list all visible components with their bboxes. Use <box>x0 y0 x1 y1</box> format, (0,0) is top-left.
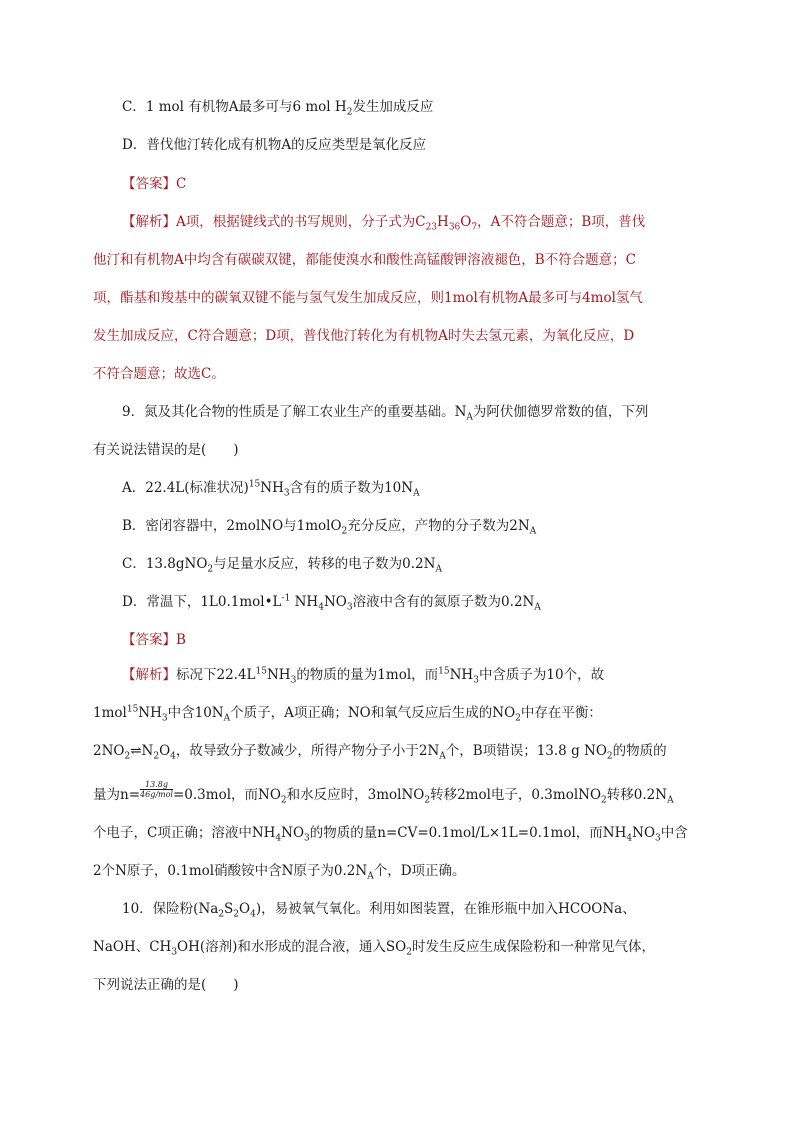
q9-option-a: A．22.4L(标准状况)$^{15}NH_3$含有的质子数为$10N_A$ <box>122 479 420 499</box>
q9-analysis-line-4: 量为n= $\frac{13.8g}{\text{46g/mol}}$ =0.3mol，而$NO_2$和水反应时，3molNO$_2$转移2mol电子，0.3molNO$_2$转移$0.2N_A$ <box>93 780 674 806</box>
q8-answer: 【答案】C <box>122 176 187 192</box>
q8-analysis-line-4: 发生加成反应，C符合题意；D项，普伐他汀转化为有机物A时失去氢元素，为氧化反应，D <box>93 328 635 344</box>
q9-option-b: B．密闭容器中，2molNO与1molO$_2$充分反应，产物的分子数为$2N_A$ <box>122 518 537 537</box>
q10-stem-line-1: 10．保险粉$(Na_2S_2O_4)$，易被氧气氧化。利用如图装置，在锥形瓶中加入HCOONa、 <box>122 901 636 920</box>
q9-option-c: C．13.8gNO$_2$与足量水反应，转移的电子数为$0.2N_A$ <box>122 556 442 575</box>
q8-analysis-line-1: 【解析】A项，根据键线式的书写规则，分子式为$C_{23}H_{36}O_7$，A不符合题意；B项，普伐 <box>122 214 646 233</box>
q9-stem-line-1: 9．氮及其化合物的性质是了解工农业生产的重要基础。$N_A$为阿伏伽德罗常数的值，下列 <box>122 404 649 423</box>
q9-analysis-line-1: 【解析】标况下$22.4L^{15}NH_3$的物质的量为1mol，而$^{15}NH_3$中含质子为10个，故 <box>122 666 605 686</box>
q10-stem-line-2: NaOH、$CH_3OH$(溶剂)和水形成的混合液，通入$SO_2$时发生反应生成保险粉和一种常见气体， <box>93 939 655 958</box>
q9-analysis-line-2: $1mol^{15}NH_3$中含$10N_A$个质子，A项正确；NO和氧气反应后生成的$NO_2$中存在平衡： <box>93 704 602 724</box>
q9-analysis-line-3: $2NO_2\rightleftharpoons N_2O_4$，故导致分子数减少，所得产物分子小于$2N_A$个，B项错误；13.8 g $NO_2$的物质的 <box>93 743 667 762</box>
q10-stem-line-3: 下列说法正确的是( ) <box>93 977 239 993</box>
q9-answer: 【答案】B <box>122 632 186 648</box>
q9-option-d: D．常温下，$1L0.1mol•L^{-1}$ $NH_4NO_3$溶液中含有的氮原子数为$0.2N_A$ <box>122 593 541 613</box>
q9-stem-line-2: 有关说法错误的是( ) <box>93 442 239 458</box>
q9-analysis-line-5: 个电子，C项正确；溶液中$NH_4NO_3$的物质的量n=CV=0.1mol/L×1L=0.1mol，而$NH_4NO_3$中含 <box>93 825 688 844</box>
q9-analysis-line-6: 2个N原子，0.1mol硝酸铵中含N原子为$0.2N_A$个，D项正确。 <box>93 863 466 882</box>
q8-analysis-line-5: 不符合题意；故选C。 <box>93 366 225 382</box>
q8-analysis-line-2: 他汀和有机物A中均含有碳碳双键，都能使溴水和酸性高锰酸钾溶液褪色，B不符合题意；C <box>93 252 636 268</box>
q8-analysis-line-3: 项，酯基和羧基中的碳氧双键不能与氢气发生加成反应，则1mol有机物A最多可与4mol氢气 <box>93 290 643 306</box>
fraction <box>140 780 173 799</box>
fraction-denominator: 46g/mol <box>140 790 173 799</box>
q8-option-d: D．普伐他汀转化成有机物A的反应类型是氧化反应 <box>122 137 427 153</box>
fraction-numerator: 13.8g <box>140 780 173 790</box>
q8-option-c: C．1 mol 有机物A最多可与6 mol $H_2$发生加成反应 <box>122 99 434 118</box>
